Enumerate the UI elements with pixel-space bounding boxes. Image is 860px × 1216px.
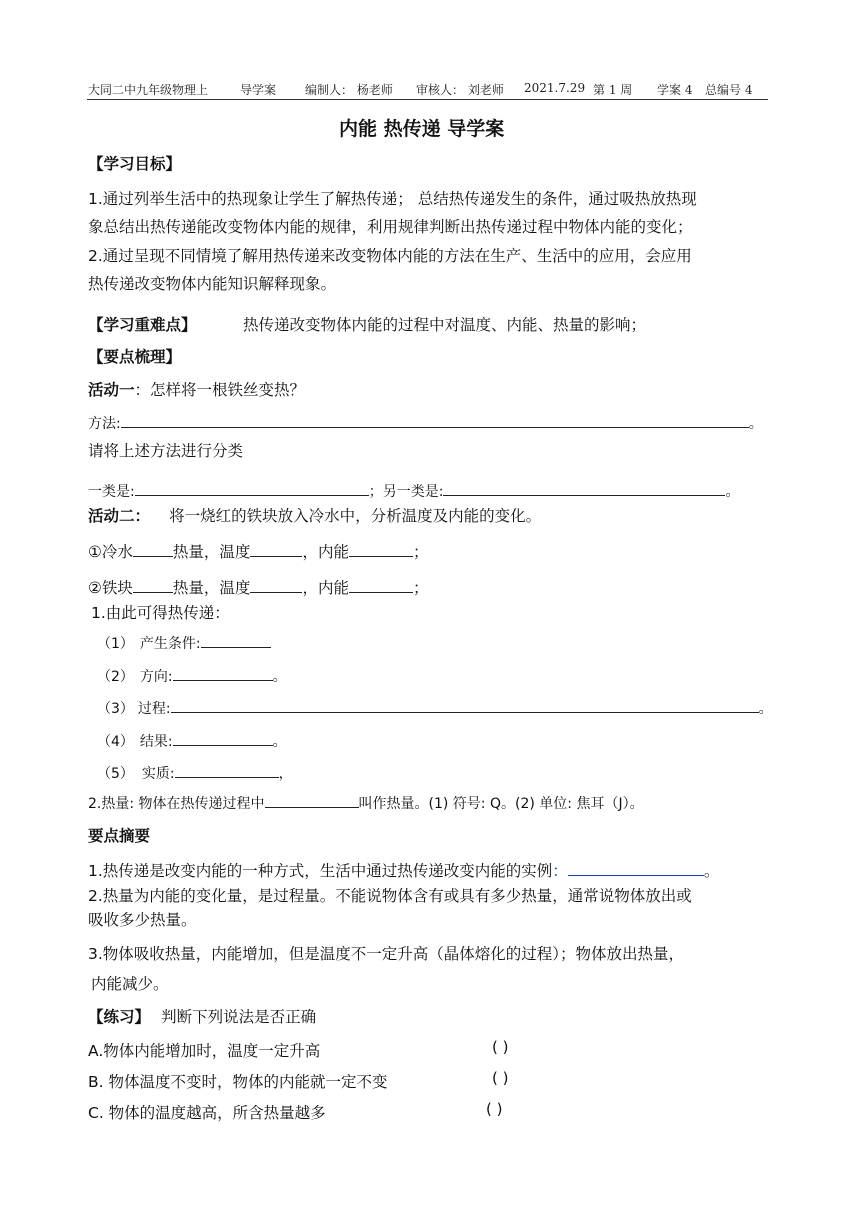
circle-number-1: ①	[88, 543, 102, 561]
cold-water-heat-blank[interactable]	[133, 542, 173, 557]
item-number: （2）	[97, 669, 134, 685]
cold-water-heat-text: 热量，温度	[172, 543, 251, 561]
cold-water-internal-text: ，内能	[302, 543, 349, 561]
classify-line	[88, 481, 739, 501]
practice-instruction: 判断下列说法是否正确	[161, 1008, 317, 1026]
item-label: 产生条件:	[139, 636, 201, 652]
iron-internal-text: ，内能	[302, 579, 349, 597]
summary-point-1-end: 。	[703, 862, 720, 880]
practice-item-a: A.物体内能增加时，温度一定升高	[88, 1042, 321, 1060]
summary-point-1-text: 1.热传递是改变内能的一种方式，生活中通过热传递改变内能的实例	[88, 862, 553, 880]
cold-water-end: ；	[412, 543, 429, 561]
activity-1	[88, 378, 305, 400]
cold-water-label: 冷水	[101, 543, 133, 561]
item-number: （3）	[97, 701, 134, 717]
summary-point-1	[88, 859, 719, 881]
iron-block-row	[88, 576, 428, 598]
activity-2-text: 将一烧红的铁块放入冷水中，分析温度及内能的变化。	[169, 507, 542, 525]
iron-temp-blank[interactable]	[250, 578, 302, 593]
method-line	[88, 413, 763, 433]
item-end: 。	[758, 701, 773, 717]
direction-blank[interactable]	[173, 666, 273, 681]
header-date: 2021.7.29	[524, 81, 586, 95]
objective-line-3: 2.通过呈现不同情境了解用热传递来改变物体内能的方法在生产、生活中的应用，会应用	[88, 247, 692, 265]
type1-label: 一类是:	[88, 484, 135, 500]
objective-line-4: 热传递改变物体内能知识解释现象。	[88, 275, 337, 293]
page-title: 内能 热传递 导学案	[339, 118, 505, 140]
essence-blank[interactable]	[175, 763, 279, 778]
conclusion-text: 1.由此可得热传递：	[91, 604, 230, 622]
answer-paren-c[interactable]: ( )	[486, 1100, 503, 1118]
iron-end: ；	[412, 579, 429, 597]
cold-water-temp-blank[interactable]	[250, 542, 302, 557]
iron-internal-blank[interactable]	[349, 578, 413, 593]
process-item	[97, 698, 773, 718]
review-heading: 【要点梳理】	[88, 348, 182, 366]
iron-heat-text: 热量，温度	[172, 579, 251, 597]
process-blank[interactable]	[171, 698, 759, 713]
method-label: 方法:	[88, 416, 121, 432]
objectives-heading: 【学习目标】	[88, 155, 182, 173]
activity-1-label: 活动一	[88, 381, 135, 399]
header-week: 第 1 周	[593, 83, 633, 97]
iron-heat-blank[interactable]	[133, 578, 173, 593]
item-number: （1）	[97, 636, 134, 652]
item-end: 。	[272, 734, 287, 750]
heat-definition-line	[88, 793, 644, 813]
type2-label: ；另一类是:	[368, 484, 444, 500]
item-label: 结果:	[139, 734, 173, 750]
condition-blank[interactable]	[201, 633, 271, 648]
summary-heading: 要点摘要	[88, 827, 151, 845]
summary-point-1-colon: ：	[552, 862, 568, 880]
cold-water-internal-blank[interactable]	[349, 542, 413, 557]
type2-blank[interactable]	[443, 481, 725, 496]
header-divider	[87, 99, 768, 100]
type2-end: 。	[725, 484, 740, 500]
heat-definition-a: 2.热量: 物体在热传递过程中	[88, 796, 265, 812]
header-editor: 编制人： 杨老师	[305, 83, 393, 97]
answer-paren-a[interactable]: ( )	[492, 1038, 509, 1056]
objective-line-2: 象总结出热传递能改变物体内能的规律，利用规律判断出热传递过程中物体内能的变化；	[88, 218, 693, 236]
method-blank[interactable]	[121, 413, 749, 428]
header-plan-no: 学案 4	[657, 83, 693, 97]
item-end: ，	[278, 766, 293, 782]
answer-paren-b[interactable]: ( )	[492, 1069, 509, 1087]
item-end: 。	[272, 669, 287, 685]
key-points-heading: 【学习重难点】	[88, 316, 197, 334]
condition-item	[97, 633, 271, 653]
activity-2-label: 活动二：	[88, 507, 151, 525]
cold-water-row	[88, 540, 428, 562]
activity-2	[88, 504, 541, 526]
practice-item-c: C. 物体的温度越高，所含热量越多	[88, 1104, 326, 1122]
iron-block-label: 铁块	[101, 579, 133, 597]
objective-line-1: 1.通过列举生活中的热现象让学生了解热传递； 总结热传递发生的条件，通过吸热放热现	[88, 190, 697, 208]
summary-point-2-line-1: 2.热量为内能的变化量，是过程量。不能说物体含有或具有多少热量，通常说物体放出或	[88, 887, 692, 905]
practice-heading: 【练习】	[88, 1008, 151, 1026]
item-number: （5）	[97, 766, 134, 782]
method-end: 。	[748, 416, 763, 432]
type1-blank[interactable]	[135, 481, 369, 496]
header-doc-type: 导学案	[240, 83, 277, 97]
key-points-text: 热传递改变物体内能的过程中对温度、内能、热量的影响；	[243, 316, 647, 334]
practice-header	[88, 1005, 316, 1027]
result-blank[interactable]	[173, 731, 273, 746]
item-number: （4）	[97, 734, 134, 750]
header-course: 大同二中九年级物理上	[88, 83, 209, 97]
heat-definition-blank[interactable]	[265, 793, 359, 808]
item-label: 过程:	[137, 701, 171, 717]
header-total-no: 总编号 4	[705, 83, 753, 97]
summary-point-3-line-1: 3.物体吸收热量，内能增加，但是温度不一定升高（晶体熔化的过程）；物体放出热量，	[88, 945, 685, 963]
direction-item	[97, 666, 287, 686]
header-reviewer: 审核人： 刘老师	[416, 83, 504, 97]
item-label: 方向:	[139, 669, 173, 685]
activity-1-question: ：怎样将一根铁丝变热？	[134, 381, 306, 399]
summary-point-3-line-2: 内能减少。	[91, 975, 169, 993]
item-label: 实质:	[141, 766, 175, 782]
practice-item-b: B. 物体温度不变时，物体的内能就一定不变	[88, 1073, 388, 1091]
circle-number-2: ②	[88, 579, 102, 597]
heat-definition-b: 叫作热量。(1) 符号: Q。(2) 单位: 焦耳（J）。	[358, 796, 644, 812]
essence-item	[97, 763, 293, 783]
classify-instruction: 请将上述方法进行分类	[88, 442, 244, 460]
example-blank[interactable]	[568, 861, 704, 876]
result-item	[97, 731, 287, 751]
summary-point-2-line-2: 吸收多少热量。	[88, 911, 197, 929]
